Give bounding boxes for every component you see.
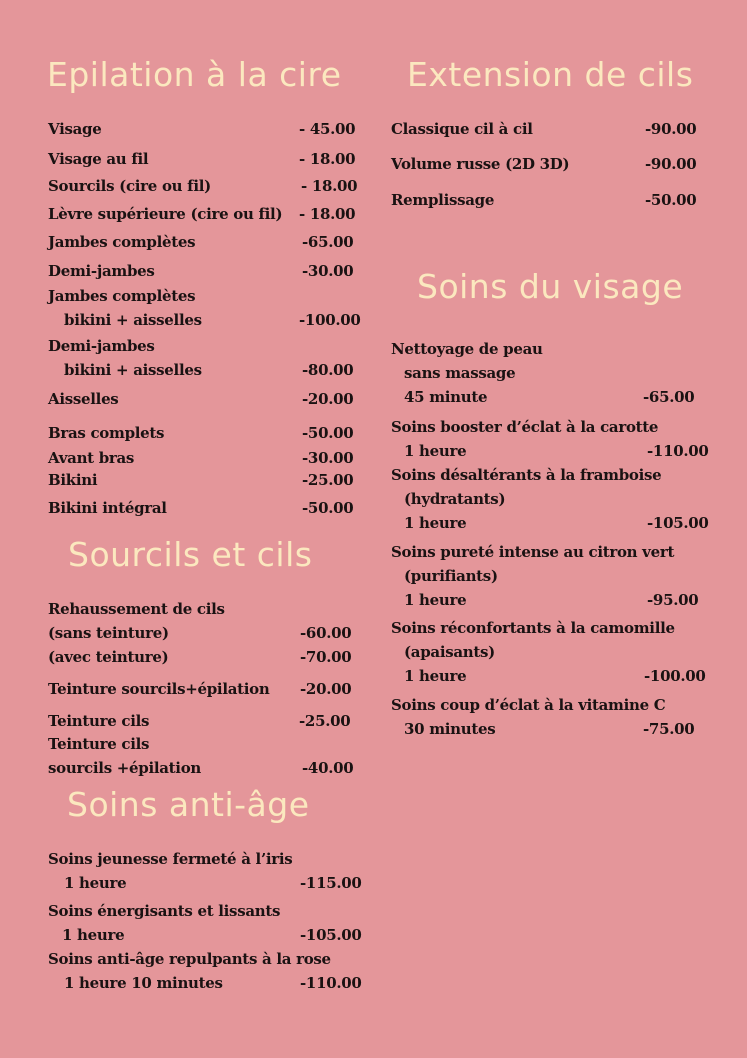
price-row xyxy=(48,177,211,195)
heading-epilation: Epilation à la cire xyxy=(47,55,342,94)
item-label: Soins pureté intense au citron vert xyxy=(391,543,675,561)
item-label: sourcils +épilation xyxy=(48,759,202,777)
heading-extension: Extension de cils xyxy=(407,55,694,94)
item-price: -90.00 xyxy=(645,120,697,138)
item-price: -75.00 xyxy=(643,720,695,738)
item-price: -50.00 xyxy=(302,499,354,517)
item-label: Soins booster d’éclat à la carotte xyxy=(391,418,659,436)
item-price: -115.00 xyxy=(300,874,362,892)
item-label: Teinture cils xyxy=(48,735,150,753)
item-label: (apaisants) xyxy=(404,643,495,661)
price-row xyxy=(48,150,148,168)
price-row xyxy=(48,759,201,777)
price-row xyxy=(388,591,466,609)
item-label: 1 heure 10 minutes xyxy=(64,974,223,992)
price-row xyxy=(391,543,674,561)
item-label: Sourcils (cire ou fil) xyxy=(48,177,211,195)
item-label: 1 heure xyxy=(404,667,467,685)
price-row xyxy=(391,120,533,138)
price-row xyxy=(48,600,225,618)
item-price: -105.00 xyxy=(300,926,362,944)
item-label: Jambes complètes xyxy=(48,233,196,251)
item-label: 1 heure xyxy=(62,926,125,944)
price-row xyxy=(48,624,169,642)
price-row xyxy=(48,648,168,666)
item-label: Soins désaltérants à la framboise xyxy=(391,466,662,484)
price-row xyxy=(48,233,195,251)
item-price: -20.00 xyxy=(302,390,354,408)
price-row xyxy=(48,120,101,138)
price-row xyxy=(48,850,292,868)
item-label: Jambes complètes xyxy=(48,287,196,305)
price-row xyxy=(388,514,466,532)
item-label: 1 heure xyxy=(404,442,467,460)
item-label: Lèvre supérieure (cire ou fil) xyxy=(48,205,283,223)
price-row xyxy=(48,424,164,442)
price-row xyxy=(48,287,195,305)
item-label: 30 minutes xyxy=(404,720,496,738)
item-label: sans massage xyxy=(404,364,516,382)
price-row xyxy=(388,442,466,460)
item-label: Bikini intégral xyxy=(48,499,167,517)
item-label: (sans teinture) xyxy=(48,624,169,642)
item-price: -30.00 xyxy=(302,449,354,467)
price-row xyxy=(388,388,487,406)
item-label: 45 minute xyxy=(404,388,488,406)
item-price: -50.00 xyxy=(645,191,697,209)
price-row xyxy=(388,667,466,685)
price-row xyxy=(48,680,269,698)
item-label: Nettoyage de peau xyxy=(391,340,543,358)
item-price: -30.00 xyxy=(302,262,354,280)
price-row xyxy=(391,696,665,714)
price-row xyxy=(48,712,149,730)
item-price: -110.00 xyxy=(647,442,709,460)
item-price: -110.00 xyxy=(300,974,362,992)
item-label: Classique cil à cil xyxy=(391,120,533,138)
price-row xyxy=(48,950,331,968)
item-label: Soins coup d’éclat à la vitamine C xyxy=(391,696,666,714)
item-label: Rehaussement de cils xyxy=(48,600,225,618)
price-row xyxy=(48,205,282,223)
price-row xyxy=(48,974,223,992)
price-row xyxy=(388,567,498,585)
item-price: -25.00 xyxy=(299,712,351,730)
item-label: Bikini xyxy=(48,471,98,489)
item-price: -105.00 xyxy=(647,514,709,532)
item-label: 1 heure xyxy=(404,514,467,532)
item-price: -65.00 xyxy=(643,388,695,406)
item-label: Teinture sourcils+épilation xyxy=(48,680,270,698)
price-row xyxy=(391,466,661,484)
item-label: (purifiants) xyxy=(404,567,498,585)
item-label: 1 heure xyxy=(404,591,467,609)
item-price: -95.00 xyxy=(647,591,699,609)
item-label: Remplissage xyxy=(391,191,495,209)
price-row xyxy=(48,471,97,489)
item-price: -100.00 xyxy=(299,311,361,329)
item-price: -50.00 xyxy=(302,424,354,442)
price-row xyxy=(391,191,494,209)
price-row xyxy=(391,155,569,173)
price-row xyxy=(391,418,658,436)
item-label: Demi-jambes xyxy=(48,337,155,355)
item-label: (hydratants) xyxy=(404,490,506,508)
price-row xyxy=(388,364,515,382)
price-row xyxy=(391,340,543,358)
item-price: - 18.00 xyxy=(301,177,358,195)
item-label: Soins anti-âge repulpants à la rose xyxy=(48,950,331,968)
price-row xyxy=(48,735,149,753)
price-row xyxy=(391,619,675,637)
item-price: - 18.00 xyxy=(299,150,356,168)
price-row xyxy=(48,874,126,892)
price-row xyxy=(388,720,495,738)
price-row xyxy=(388,490,505,508)
item-label: Volume russe (2D 3D) xyxy=(391,155,570,173)
item-price: -80.00 xyxy=(302,361,354,379)
price-row xyxy=(48,902,280,920)
item-price: -90.00 xyxy=(645,155,697,173)
item-price: -60.00 xyxy=(300,624,352,642)
item-sublabel: bikini + aisselles xyxy=(64,311,202,329)
item-label: Visage au fil xyxy=(48,150,149,168)
item-label: Avant bras xyxy=(48,449,135,467)
item-price: -25.00 xyxy=(302,471,354,489)
item-label: Visage xyxy=(48,120,102,138)
item-sublabel: bikini + aisselles xyxy=(64,361,202,379)
heading-visage: Soins du visage xyxy=(417,267,684,306)
item-price: -20.00 xyxy=(300,680,352,698)
item-price: - 18.00 xyxy=(299,205,356,223)
price-row xyxy=(388,643,495,661)
item-label: Soins énergisants et lissants xyxy=(48,902,281,920)
item-label: 1 heure xyxy=(64,874,127,892)
item-price: -40.00 xyxy=(302,759,354,777)
item-label: Demi-jambes xyxy=(48,262,155,280)
item-label: Bras complets xyxy=(48,424,165,442)
item-price: -100.00 xyxy=(644,667,706,685)
price-row xyxy=(48,337,155,355)
price-row xyxy=(48,499,167,517)
price-row xyxy=(46,926,124,944)
price-row xyxy=(48,449,134,467)
heading-antiage: Soins anti-âge xyxy=(67,785,310,824)
item-price: -70.00 xyxy=(300,648,352,666)
item-label: (avec teinture) xyxy=(48,648,169,666)
item-label: Teinture cils xyxy=(48,712,150,730)
item-price: - 45.00 xyxy=(299,120,356,138)
item-price: -65.00 xyxy=(302,233,354,251)
price-row xyxy=(48,262,155,280)
item-label: Aisselles xyxy=(48,390,119,408)
item-label: Soins réconfortants à la camomille xyxy=(391,619,675,637)
price-row xyxy=(48,390,118,408)
item-label: Soins jeunesse fermeté à l’iris xyxy=(48,850,293,868)
heading-sourcils: Sourcils et cils xyxy=(68,535,313,574)
